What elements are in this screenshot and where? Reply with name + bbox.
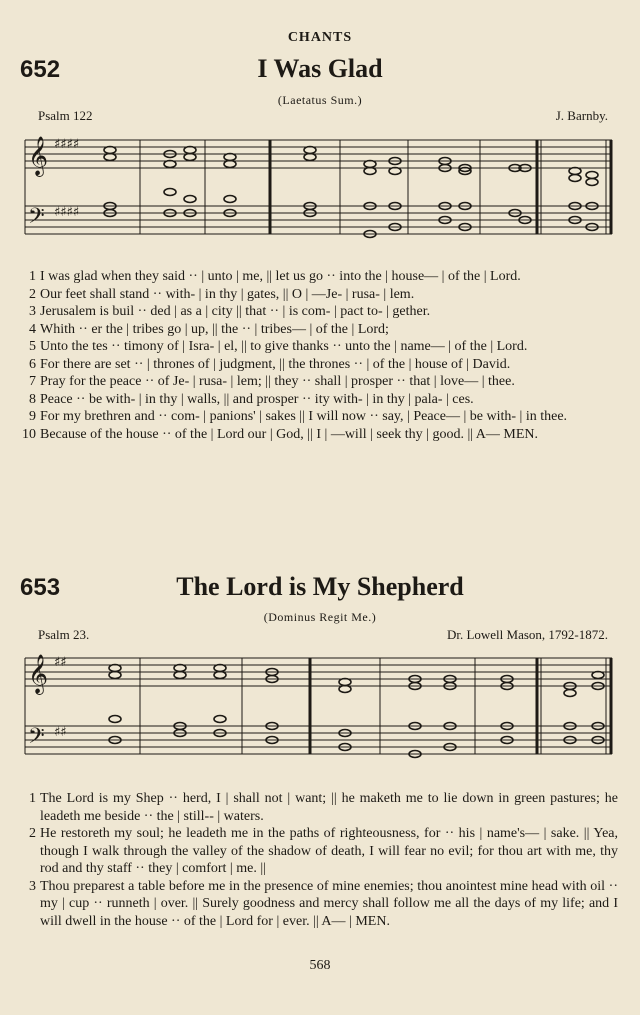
verse-number: 1 (29, 791, 36, 806)
verse-text: Because of the house ·· of the | Lord our | God, || I | —will | seek thy | good. || A— MEN. (40, 426, 539, 442)
svg-text:𝄢: 𝄢 (28, 204, 45, 234)
verse (22, 286, 618, 304)
verse-text: Peace ·· be with- | in thy | walls, || and prosper ·· ity with- | in thy | pala- | ces. (40, 391, 474, 407)
verse (22, 268, 618, 286)
svg-text:♯♯♯♯: ♯♯♯♯ (54, 137, 80, 152)
verse-text: The Lord is my Shep ·· herd, I | shall not | want; || he maketh me to lie down in green pastures; he leadeth me beside ·· the | still-- | waters. (40, 791, 618, 824)
verse-text: He restoreth my soul; he leadeth me in the paths of righteousness, for ·· his | name's— | sake. || Yea, though I walk through the valley of the shadow of death, I will fear no evil; for thou art with me, thy rod and thy staff ·· they | comfort | me. || (40, 826, 618, 876)
verse (22, 878, 618, 931)
hymn-number: 652 (20, 56, 61, 83)
verse-number: 5 (29, 339, 36, 354)
verse-number: 9 (29, 409, 36, 424)
hymn-title: I Was Glad (257, 54, 383, 83)
page-number: 568 (309, 958, 331, 973)
verse-number: 6 (29, 356, 36, 372)
hymn-source: Psalm 122 (38, 108, 93, 123)
verse-text: For there are set ·· | thrones of | judgment, || the thrones ·· | of the | house of | David. (40, 356, 511, 372)
verse (22, 391, 618, 409)
verse-text: Pray for the peace ·· of Je- | rusa- | lem; || they ·· shall | prosper ·· that | love— | thee. (40, 374, 515, 389)
verse-text: Thou preparest a table before me in the presence of mine enemies; thou anointest mine head with oil ·· my | cup ·· runneth | over. || Surely goodness and mercy shall follow me all the days of my life; and I will dwell in the house ·· of the | Lord for | ever. || A— | MEN. (40, 878, 618, 929)
hymn-verses (22, 268, 618, 443)
svg-text:♯♯: ♯♯ (54, 725, 67, 740)
verse-number: 7 (29, 374, 36, 389)
verse (22, 790, 618, 825)
verse-number: 3 (29, 304, 36, 319)
verse (22, 426, 618, 444)
hymn-verses (22, 790, 618, 930)
verse-text: For my brethren and ·· com- | panions' | sakes || I will now ·· say, | Peace— | be with- | in thee. (40, 409, 568, 424)
music-score (20, 126, 620, 258)
svg-text:𝄞: 𝄞 (28, 136, 49, 176)
verse-number: 4 (29, 321, 36, 337)
hymn-number: 653 (20, 574, 61, 601)
svg-text:♯♯♯♯: ♯♯♯♯ (54, 205, 80, 220)
hymn-composer: J. Barnby. (555, 108, 608, 123)
verse-text: I was glad when they said ·· | unto | me, || let us go ·· into the | house— | of the | Lord. (40, 269, 521, 284)
verse-number: 3 (29, 878, 36, 894)
hymn-latin-subtitle: (Laetatus Sum.) (277, 93, 363, 107)
verse (22, 408, 618, 426)
verse-text: Unto the tes ·· timony of | Isra- | el, || to give thanks ·· unto the | name— | of the | Lord. (40, 339, 528, 354)
verse-number: 10 (22, 426, 36, 442)
section-heading: CHANTS (287, 30, 353, 45)
verse (22, 321, 618, 339)
verse-number: 2 (29, 826, 36, 841)
verse (22, 338, 618, 356)
verse-text: Jerusalem is buil ·· ded | as a | city || that ·· | is com- | pact to- | gether. (40, 304, 431, 319)
svg-text:♯♯: ♯♯ (54, 655, 67, 670)
verse (22, 356, 618, 374)
hymn-title: The Lord is My Shepherd (176, 572, 464, 601)
verse-number: 8 (29, 391, 36, 407)
music-score (20, 644, 620, 780)
verse-number: 2 (29, 286, 36, 302)
svg-text:𝄞: 𝄞 (28, 654, 49, 694)
verse (22, 825, 618, 878)
hymn-source: Psalm 23. (38, 627, 90, 642)
verse (22, 373, 618, 391)
verse (22, 303, 618, 321)
svg-text:𝄢: 𝄢 (28, 724, 45, 754)
verse-text: Whith ·· er the | tribes go | up, || the ·· | tribes— | of the | Lord; (40, 321, 389, 337)
verse-text: Our feet shall stand ·· with- | in thy | gates, || O | —Je- | rusa- | lem. (40, 286, 415, 302)
hymn-composer: Dr. Lowell Mason, 1792-1872. (446, 627, 608, 642)
hymn-latin-subtitle: (Dominus Regit Me.) (263, 610, 377, 624)
verse-number: 1 (29, 269, 36, 284)
